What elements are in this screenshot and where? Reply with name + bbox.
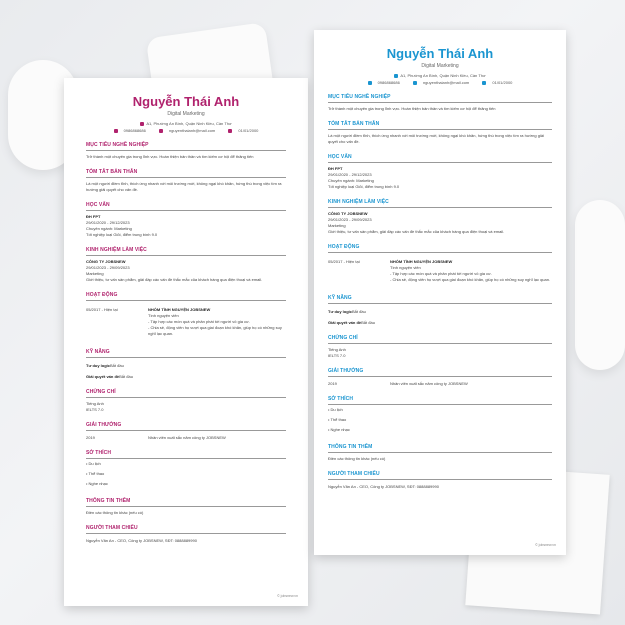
cert-score: IELTS 7.0	[328, 353, 346, 358]
act-period: 05/2017 - Hiện tại	[86, 307, 118, 312]
section-objective: MỤC TIÊU NGHỀ NGHIỆP	[328, 94, 552, 103]
objective-text: Trở thành một chuyên gia trong lĩnh vực. Hoàn thiện bản thân và tìm kiếm cơ hội để thăng tiến	[86, 154, 254, 159]
act-org: NHÓM TÌNH NGUYỆN JOBSNEW	[390, 259, 453, 264]
section-objective: MỤC TIÊU NGHỀ NGHIỆP	[86, 142, 286, 151]
address: A1, Phường An Bình, Quận Ninh Kiều, Cần Thơ	[328, 73, 552, 78]
section-activities: HOẠT ĐỘNG	[86, 292, 286, 301]
resume-sheet-blue	[314, 30, 566, 555]
footer-brand: © jobsnew.vn	[277, 594, 298, 598]
email-icon	[159, 129, 163, 133]
hobby-item: • Nghe nhạc	[86, 481, 108, 486]
resume-sheet-pink	[64, 78, 308, 606]
section-experience: KINH NGHIỆM LÀM VIỆC	[86, 247, 286, 256]
phone-icon	[368, 81, 372, 85]
hobby-item: • Thể thao	[86, 471, 105, 476]
section-references: NGƯỜI THAM CHIẾU	[86, 525, 286, 534]
edu-result: Tốt nghiệp loại Giỏi, điểm trung bình 9.0	[328, 184, 400, 189]
exp-desc: Giới thiệu, tư vấn sản phẩm, giải đáp các vấn đề thắc mắc của khách hàng qua điện thoại và email.	[86, 277, 263, 282]
exp-position: Marketing	[86, 271, 104, 276]
exp-desc: Giới thiệu, tư vấn sản phẩm, giải đáp các vấn đề thắc mắc của khách hàng qua điện thoại và email.	[328, 229, 505, 234]
section-activities: HOẠT ĐỘNG	[328, 244, 552, 253]
edu-period: 29/01/2020 - 29/12/2023	[86, 220, 130, 225]
act-item: - Tập hợp các món quà và phân phát tới người vô gia cư.	[390, 271, 492, 276]
summary-text: Là một người điềm tĩnh, thích ứng nhanh với môi trường mới, không ngại khó khăn, hứng thú trong việc tìm ra hướng giải quyết cho vấn đề.	[86, 181, 282, 192]
edu-school: ĐH FPT	[328, 166, 343, 171]
award-year: 2019	[328, 381, 337, 386]
resume-role: Digital Marketing	[421, 63, 459, 69]
section-extra: THÔNG TIN THÊM	[86, 498, 286, 507]
section-hobbies: SỞ THÍCH	[86, 450, 286, 459]
resume-role: Digital Marketing	[167, 111, 205, 117]
contact-line: 0986868686 nguyenthaianh@mail.com 01/01/2000	[328, 80, 552, 85]
edu-school: ĐH FPT	[86, 214, 101, 219]
cert-lang: Tiếng Anh	[328, 347, 346, 352]
act-item: - Chia sẻ, động viên họ vượt qua giai đoạn khó khăn, giúp họ có những suy nghĩ lạc quan.	[148, 325, 282, 336]
edu-result: Tốt nghiệp loại Giỏi, điểm trung bình 9.0	[86, 232, 158, 237]
section-education: HỌC VẤN	[86, 202, 286, 211]
phone-icon	[114, 129, 118, 133]
resume-name: Nguyễn Thái Anh	[132, 94, 240, 109]
objective-text: Trở thành một chuyên gia trong lĩnh vực. Hoàn thiện bản thân và tìm kiếm cơ hội để thăng tiến	[328, 106, 496, 111]
exp-company: CÔNG TY JOBSNEW	[86, 259, 126, 264]
award-year: 2019	[86, 435, 95, 440]
section-hobbies: SỞ THÍCH	[328, 396, 552, 405]
act-period: 05/2017 - Hiện tại	[328, 259, 360, 264]
act-role: Tình nguyện viên	[148, 313, 179, 318]
calendar-icon	[228, 129, 232, 133]
email-icon	[413, 81, 417, 85]
skill-item: Tư duy logicBắt đầu	[328, 309, 366, 314]
section-awards: GIẢI THƯỞNG	[328, 368, 552, 377]
skill-item: Giải quyết vấn đềBắt đầu	[328, 320, 375, 325]
exp-position: Marketing	[328, 223, 346, 228]
extra-text: Điền các thông tin khác (nếu có)	[86, 510, 144, 515]
section-summary: TÓM TẮT BẢN THÂN	[328, 121, 552, 130]
section-skills: KỸ NĂNG	[328, 295, 552, 304]
section-certificates: CHỨNG CHỈ	[86, 389, 286, 398]
hobby-item: • Du lịch	[86, 461, 101, 466]
act-role: Tình nguyện viên	[390, 265, 421, 270]
summary-text: Là một người điềm tĩnh, thích ứng nhanh với môi trường mới, không ngại khó khăn, hứng thú trong việc tìm ra hướng giải quyết cho vấn đề.	[328, 133, 544, 144]
footer-brand: © jobsnew.vn	[535, 543, 556, 547]
contact-line: 0986868686 nguyenthaianh@mail.com 01/01/2000	[86, 128, 286, 133]
section-education: HỌC VẤN	[328, 154, 552, 163]
section-certificates: CHỨNG CHỈ	[328, 335, 552, 344]
location-icon	[394, 74, 398, 78]
location-icon	[140, 122, 144, 126]
section-extra: THÔNG TIN THÊM	[328, 444, 552, 453]
decorative-ribbon	[575, 200, 625, 370]
ref-text: Nguyễn Văn An - CEO, Công ty JOBSNEW, SĐT: 0888889990	[328, 484, 439, 489]
address: A1, Phường An Bình, Quận Ninh Kiều, Cần Thơ	[86, 121, 286, 126]
hobby-item: • Nghe nhạc	[328, 427, 350, 432]
edu-major: Chuyên ngành: Marketing	[86, 226, 132, 231]
act-item: - Chia sẻ, động viên họ vượt qua giai đoạn khó khăn, giúp họ có những suy nghĩ lạc quan.	[390, 277, 551, 282]
cert-score: IELTS 7.0	[86, 407, 104, 412]
act-item: - Tập hợp các món quà và phân phát tới người vô gia cư.	[148, 319, 250, 324]
edu-major: Chuyên ngành: Marketing	[328, 178, 374, 183]
skill-item: Giải quyết vấn đềBắt đầu	[86, 374, 133, 379]
section-skills: KỸ NĂNG	[86, 349, 286, 358]
calendar-icon	[482, 81, 486, 85]
award-desc: Nhân viên xuất sắc năm công ty JOBSNEW	[148, 435, 226, 440]
hobby-item: • Du lịch	[328, 407, 343, 412]
skill-item: Tư duy logicBắt đầu	[86, 363, 124, 368]
cert-lang: Tiếng Anh	[86, 401, 104, 406]
award-desc: Nhân viên xuất sắc năm công ty JOBSNEW	[390, 381, 468, 386]
act-org: NHÓM TÌNH NGUYỆN JOBSNEW	[148, 307, 211, 312]
section-references: NGƯỜI THAM CHIẾU	[328, 471, 552, 480]
exp-period: 29/01/2023 - 29/09/2023	[86, 265, 130, 270]
section-summary: TÓM TẮT BẢN THÂN	[86, 169, 286, 178]
section-experience: KINH NGHIỆM LÀM VIỆC	[328, 199, 552, 208]
exp-company: CÔNG TY JOBSNEW	[328, 211, 368, 216]
exp-period: 29/01/2023 - 29/09/2023	[328, 217, 372, 222]
ref-text: Nguyễn Văn An - CEO, Công ty JOBSNEW, SĐT: 0888889990	[86, 538, 197, 543]
section-awards: GIẢI THƯỞNG	[86, 422, 286, 431]
extra-text: Điền các thông tin khác (nếu có)	[328, 456, 386, 461]
resume-name: Nguyễn Thái Anh	[386, 46, 494, 61]
edu-period: 29/01/2020 - 29/12/2023	[328, 172, 372, 177]
hobby-item: • Thể thao	[328, 417, 347, 422]
